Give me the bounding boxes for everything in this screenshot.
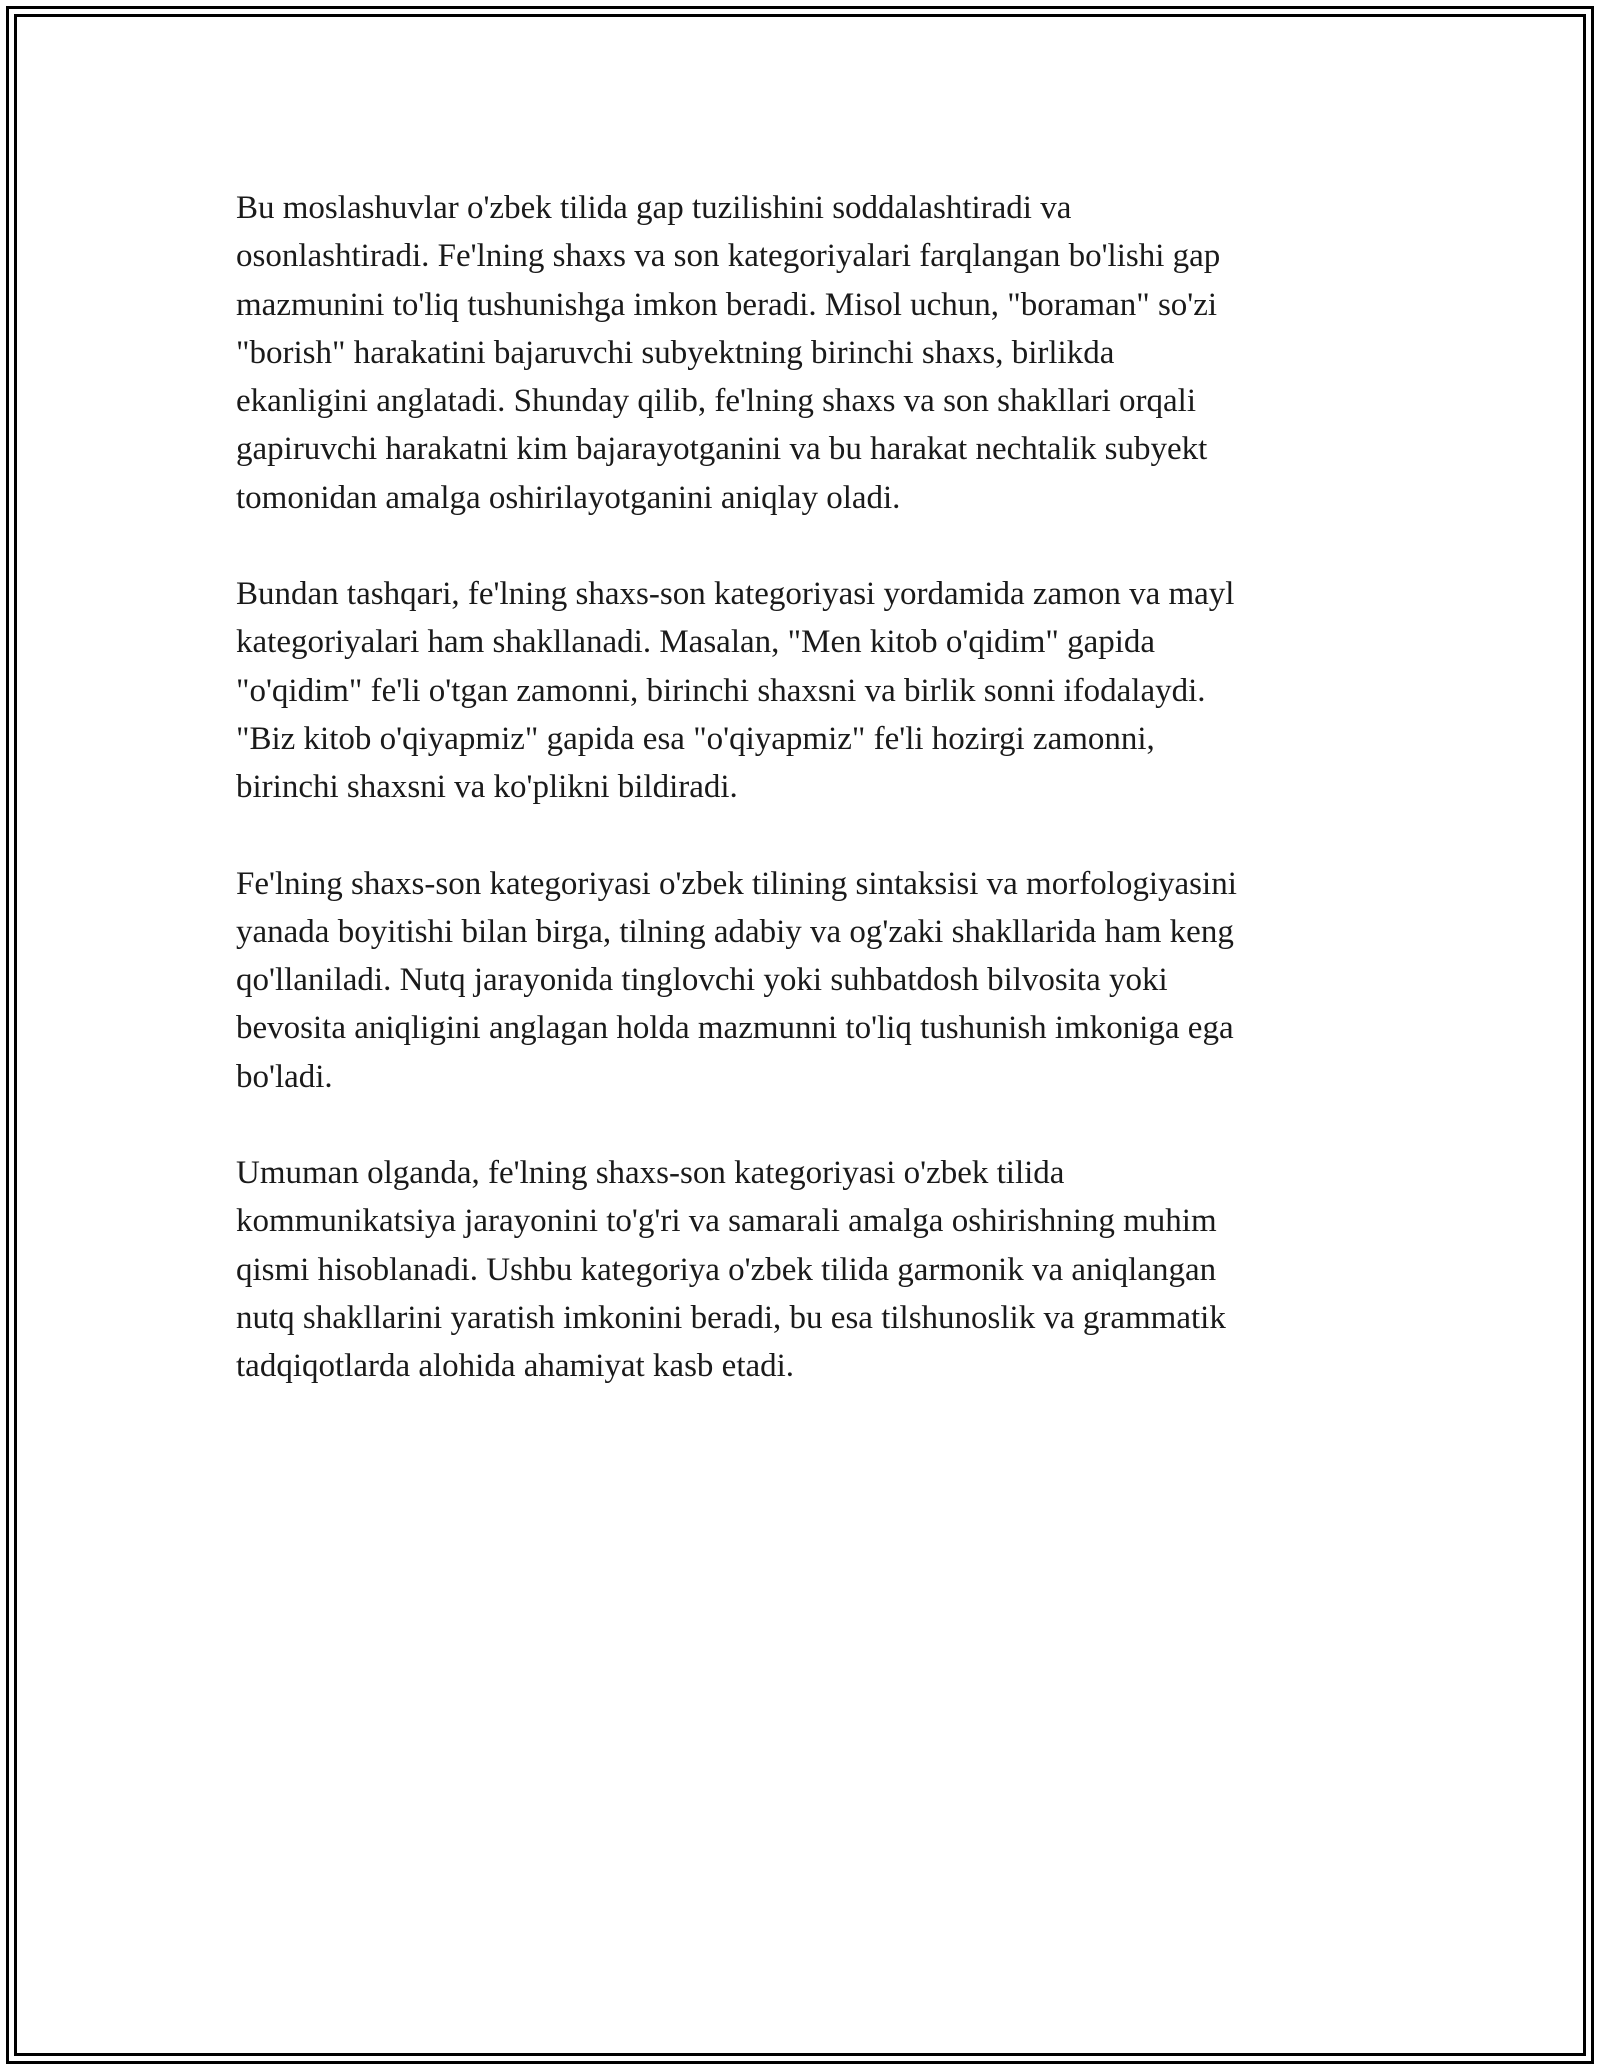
text-line: tadqiqotlarda alohida ahamiyat kasb etadi.: [236, 1348, 795, 1385]
text-line: nutq shakllarini yaratish imkonini beradi, bu esa tilshunoslik va grammatik: [236, 1299, 1226, 1336]
text-line: mazmunini to'liq tushunishga imkon beradi. Misol uchun, "boraman" so'zi: [236, 286, 1218, 323]
text-line: kommunikatsiya jarayonini to'g'ri va samarali amalga oshirishning muhim: [236, 1203, 1217, 1240]
text-line: qismi hisoblanadi. Ushbu kategoriya o'zbek tilida garmonik va aniqlangan: [236, 1251, 1217, 1288]
text-line: Fe'lning shaxs-son kategoriyasi o'zbek tilining sintaksisi va morfologiyasini: [236, 865, 1237, 902]
text-line: "o'qidim" fe'li o'tgan zamonni, birinchi shaxsni va birlik sonni ifodalaydi.: [236, 672, 1206, 709]
text-line: qo'llaniladi. Nutq jarayonida tinglovchi yoki suhbatdosh bilvosita yoki: [236, 962, 1168, 999]
text-line: tomonidan amalga oshirilayotganini aniqlay oladi.: [236, 479, 901, 516]
text-line: bo'ladi.: [236, 1058, 333, 1095]
paragraph-3: [236, 860, 1366, 1101]
text-line: "Biz kitob o'qiyapmiz" gapida esa "o'qiyapmiz" fe'li hozirgi zamonni,: [236, 720, 1155, 757]
text-line: bevosita aniqligini anglagan holda mazmunni to'liq tushunish imkoniga ega: [236, 1010, 1234, 1047]
text-line: birinchi shaxsni va ko'plikni bildiradi.: [236, 769, 738, 806]
text-line: "borish" harakatini bajaruvchi subyektning birinchi shaxs, birlikda: [236, 334, 1115, 371]
document-body: [236, 184, 1366, 1439]
text-line: kategoriyalari ham shakllanadi. Masalan, "Men kitob o'qidim" gapida: [236, 624, 1156, 661]
text-line: Bu moslashuvlar o'zbek tilida gap tuzilishini soddalashtiradi va: [236, 190, 1072, 226]
text-line: Bundan tashqari, fe'lning shaxs-son kategoriyasi yordamida zamon va mayl: [236, 576, 1235, 613]
text-line: Umuman olganda, fe'lning shaxs-son kategoriyasi o'zbek tilida: [236, 1155, 1065, 1192]
text-line: ekanligini anglatadi. Shunday qilib, fe'lning shaxs va son shakllari orqali: [236, 383, 1197, 420]
paragraph-2: [236, 570, 1366, 811]
text-line: gapiruvchi harakatni kim bajarayotganini va bu harakat nechtalik subyekt: [236, 431, 1208, 468]
paragraph-4: [236, 1149, 1366, 1390]
paragraph-1: [236, 184, 1366, 522]
text-line: yanada boyitishi bilan birga, tilning adabiy va og'zaki shakllarida ham keng: [236, 913, 1234, 950]
text-line: osonlashtiradi. Fe'lning shaxs va son kategoriyalari farqlangan bo'lishi gap: [236, 238, 1221, 275]
